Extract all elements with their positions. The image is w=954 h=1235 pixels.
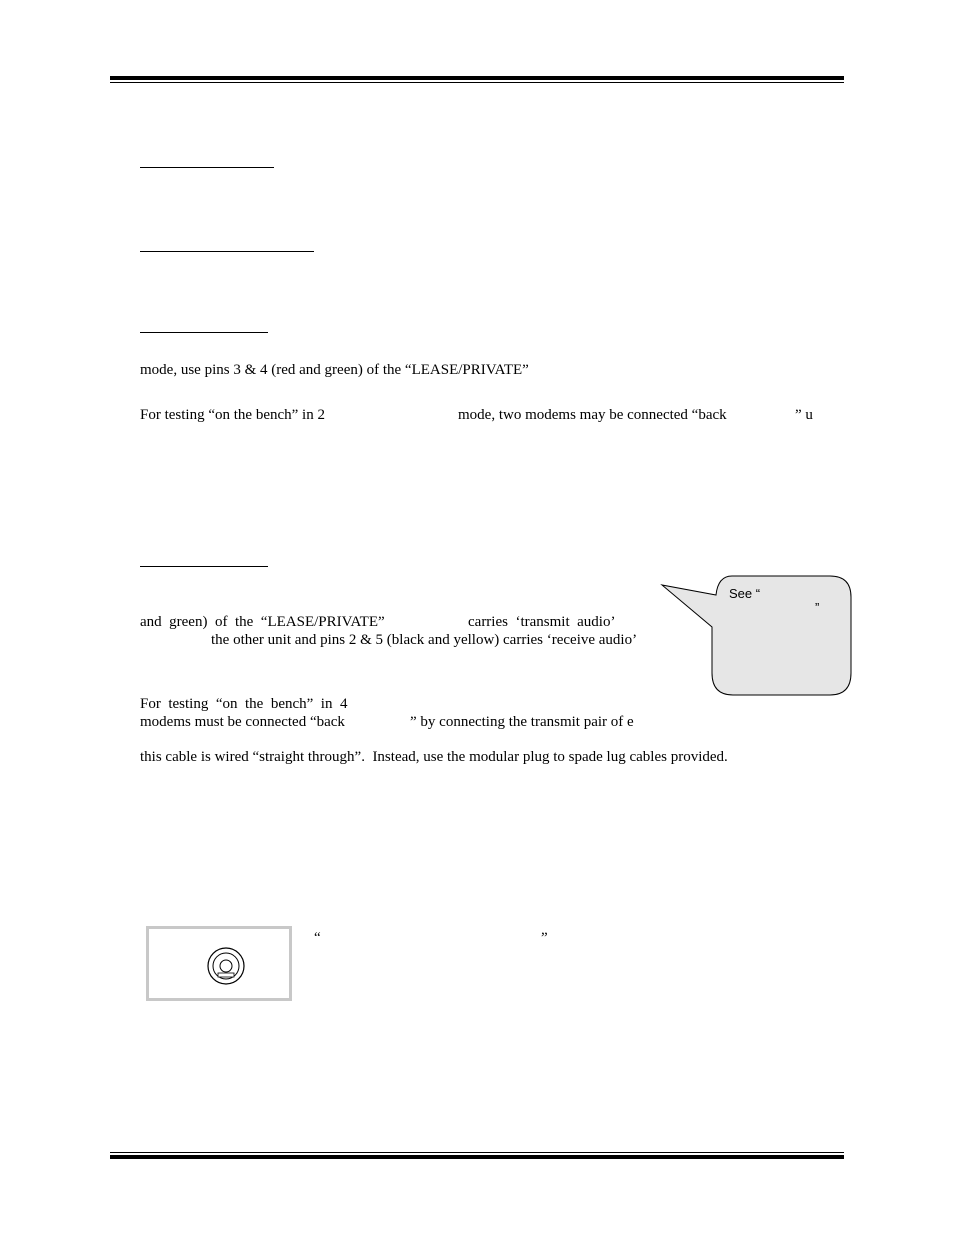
header-rule-thin — [110, 82, 844, 83]
paragraph-two-wire-bench-c: ” u — [795, 407, 813, 423]
paragraph-four-wire-pins-a: and green) of the “LEASE/PRIVATE” — [140, 614, 385, 630]
paragraph-four-wire-back-a: modems must be connected “back — [140, 714, 345, 730]
paragraph-two-wire-pins: mode, use pins 3 & 4 (red and green) of the “LEASE/PRIVATE” — [140, 362, 529, 378]
connector-figure-frame — [146, 926, 292, 1001]
header-rule-thick — [110, 76, 844, 80]
section-heading-underline-4 — [140, 566, 268, 567]
section-heading-underline-2 — [140, 251, 314, 252]
paragraph-four-wire-bench: For testing “on the bench” in 4 — [140, 696, 348, 712]
footer-rule-thin — [110, 1152, 844, 1153]
paragraph-straight-through: this cable is wired “straight through”. Instead, use the modular plug to spade lug cables provided. — [140, 749, 728, 765]
figure-caption-open-quote: “ — [314, 930, 321, 946]
paragraph-four-wire-receive: the other unit and pins 2 & 5 (black and yellow) carries ‘receive audio’ — [211, 632, 638, 648]
paragraph-four-wire-back-b: ” by connecting the transmit pair of e — [410, 714, 634, 730]
footer-rule-thick — [110, 1155, 844, 1159]
callout-text-line2: ” — [815, 600, 820, 615]
paragraph-four-wire-pins-b: carries ‘transmit audio’ — [468, 614, 616, 630]
section-heading-underline-3 — [140, 332, 268, 333]
callout-text-line1: See “ — [729, 586, 761, 601]
paragraph-two-wire-bench-a: For testing “on the bench” in 2 — [140, 407, 325, 423]
section-heading-underline-1 — [140, 167, 274, 168]
paragraph-two-wire-bench-b: mode, two modems may be connected “back — [458, 407, 727, 423]
figure-caption-close-quote: ” — [541, 930, 548, 946]
round-connector-icon — [206, 946, 246, 986]
